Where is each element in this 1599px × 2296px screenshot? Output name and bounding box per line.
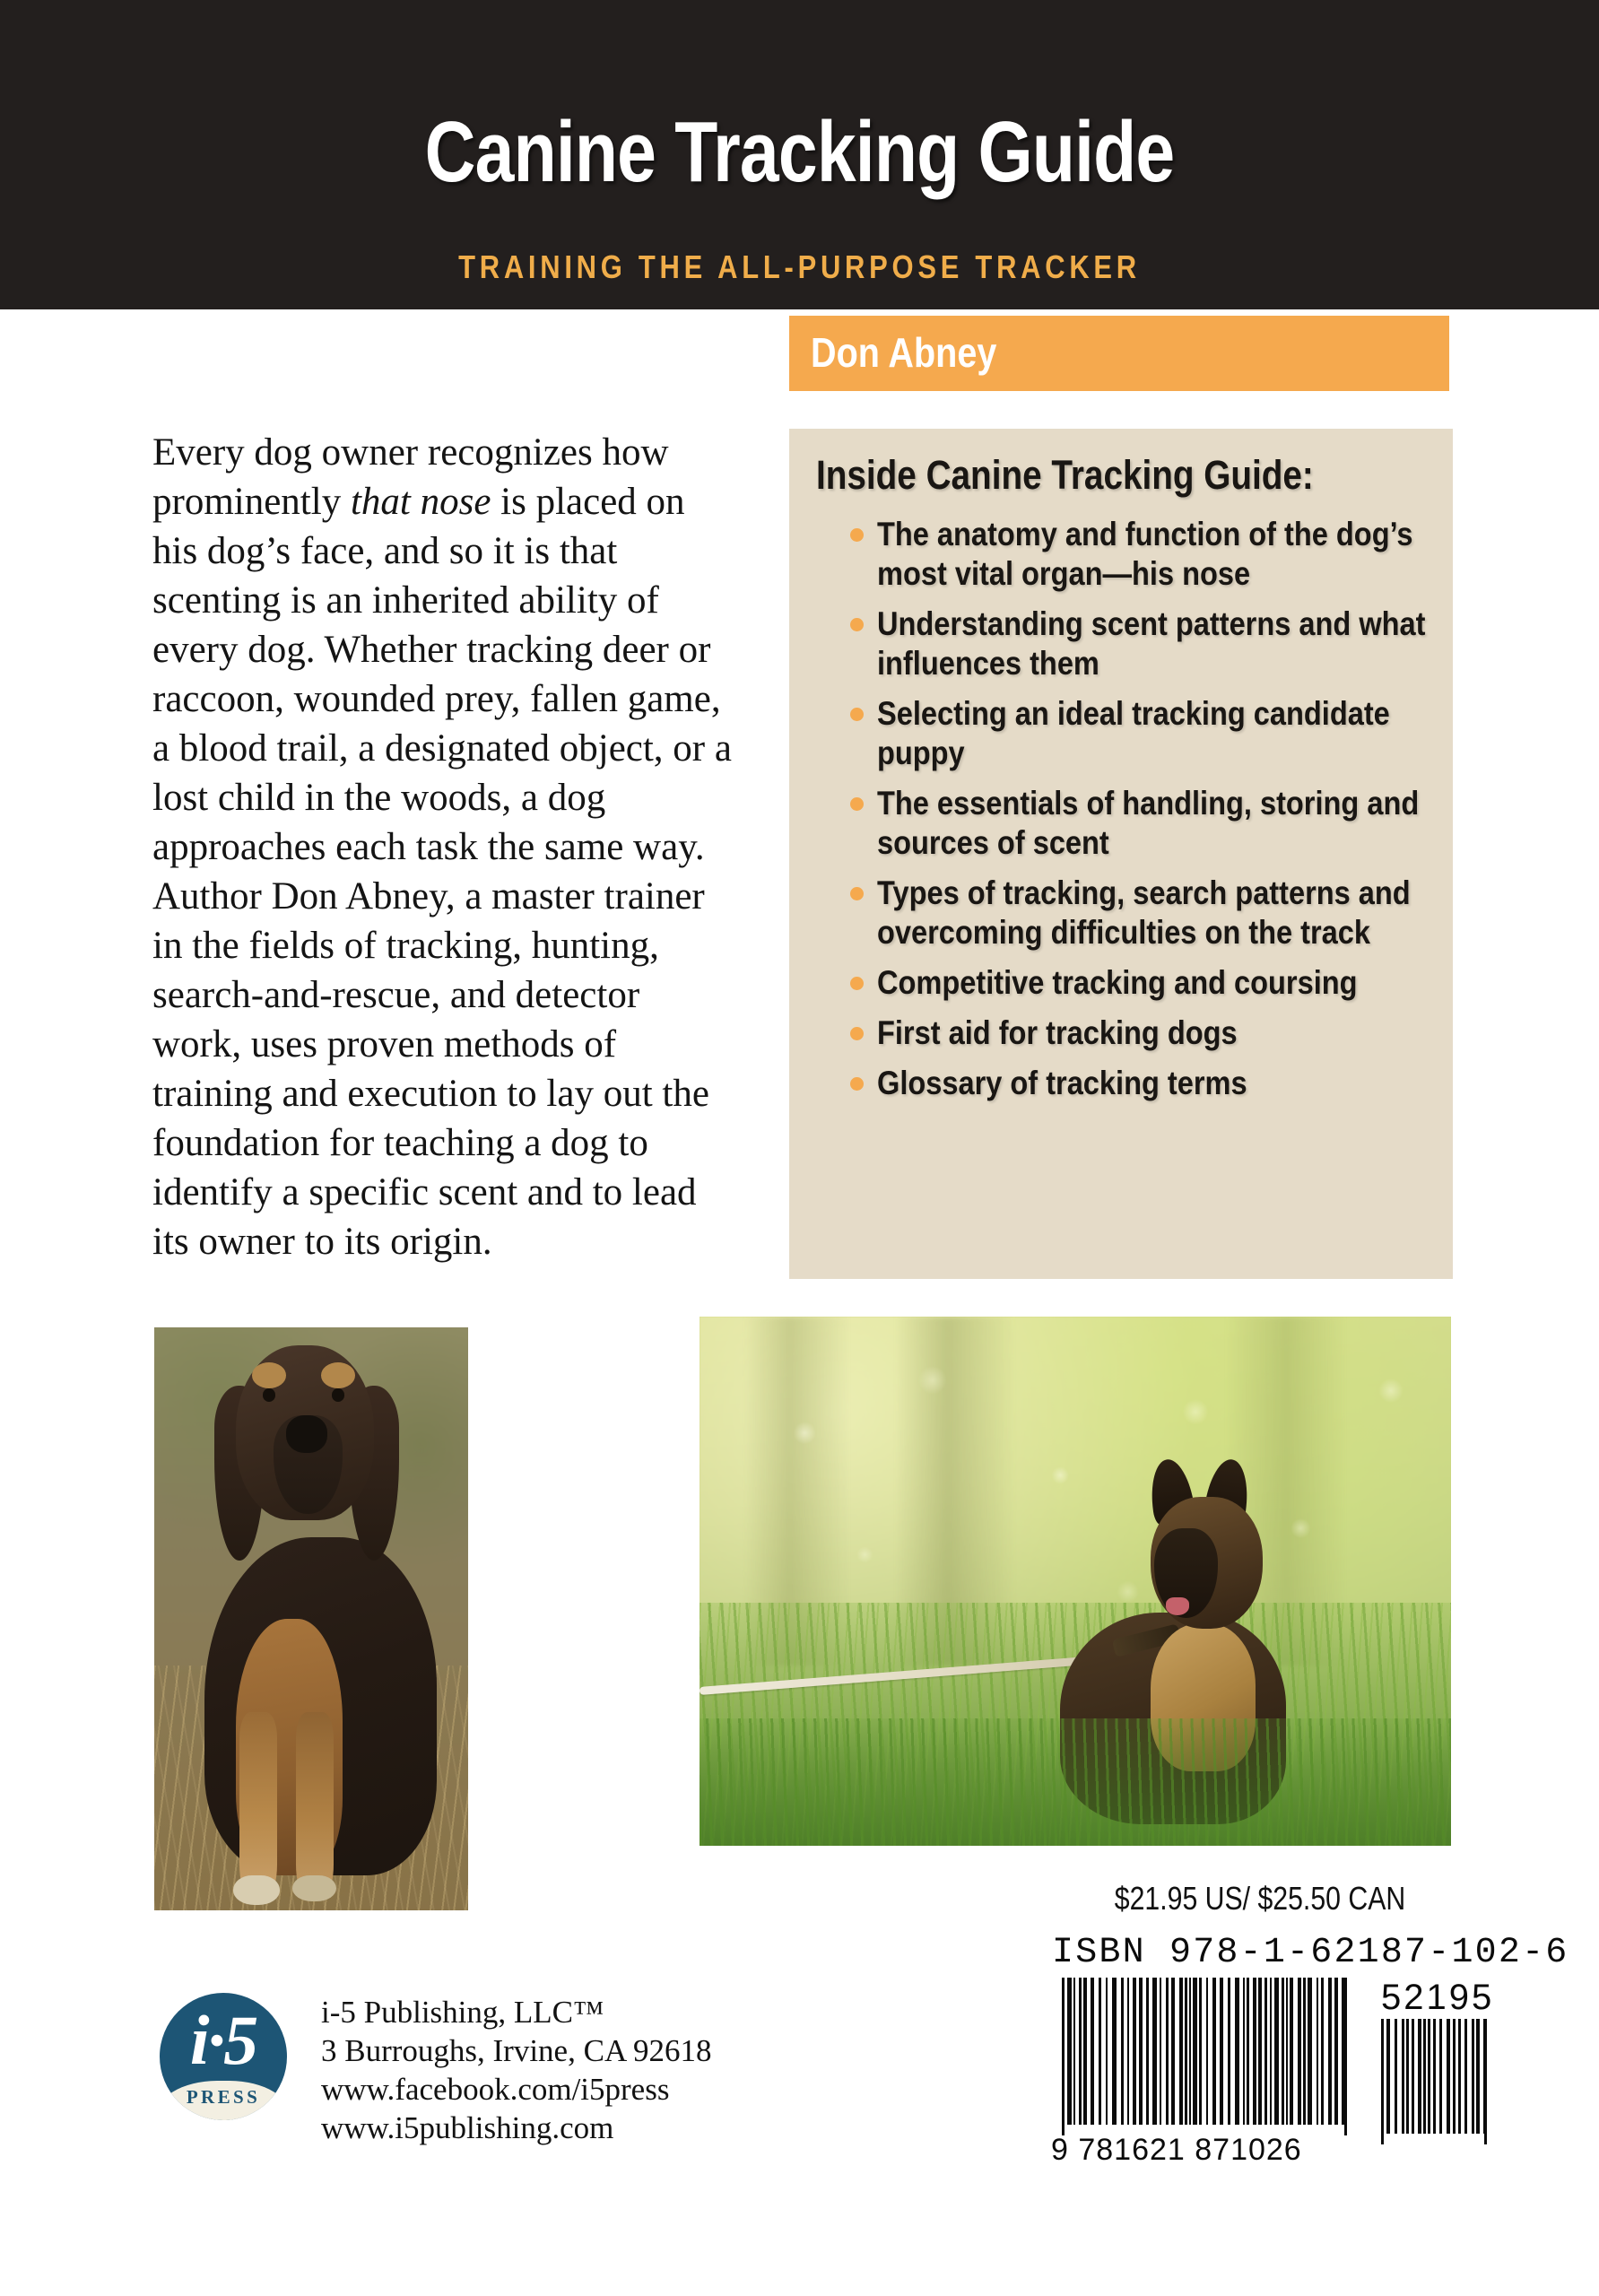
barcode-bar — [1106, 1978, 1108, 2125]
barcode-bar — [1258, 1978, 1262, 2125]
price-text: $21.95 US/ $25.50 CAN — [1114, 1880, 1406, 1917]
barcode-bar — [1139, 1978, 1143, 2125]
barcode-bar — [1112, 1978, 1117, 2125]
list-item — [845, 694, 1437, 773]
dog-brow-right — [321, 1362, 356, 1388]
bullet-dot-icon — [850, 887, 864, 900]
book-subtitle: TRAINING THE ALL-PURPOSE TRACKER — [458, 248, 1141, 285]
list-item — [845, 1013, 1437, 1053]
dog-front-leg-right — [296, 1712, 334, 1893]
list-item — [845, 784, 1437, 863]
list-item-label: The anatomy and function of the dog’s most vital organ—his nose — [877, 516, 1413, 592]
barcode-bar — [1073, 1978, 1075, 2125]
barcode-guard-bar — [1344, 1978, 1347, 2135]
list-item-label: Selecting an ideal tracking candidate puppy — [877, 695, 1390, 771]
german-shepherd-photo — [700, 1317, 1451, 1846]
barcode-bar — [1270, 1978, 1272, 2125]
barcode-bar — [1395, 2019, 1397, 2134]
dog-brow-left — [252, 1362, 287, 1388]
barcode-bar — [1091, 1978, 1094, 2125]
barcode-bar — [1458, 2019, 1461, 2134]
barcode-guard-bar — [1484, 2019, 1487, 2144]
barcode-bar — [1328, 1978, 1332, 2125]
barcode-bar — [1146, 1978, 1149, 2125]
barcode-bar — [1243, 1978, 1245, 2125]
barcode-area — [1051, 1978, 1495, 2184]
barcode-bar — [1308, 1978, 1312, 2125]
contents-heading: Inside Canine Tracking Guide: — [816, 452, 1314, 498]
list-item — [845, 1064, 1437, 1103]
dog-tongue — [1166, 1597, 1190, 1615]
barcode-bar — [1133, 1978, 1136, 2125]
barcode-bar — [1121, 1978, 1124, 2125]
publisher-facebook-url[interactable]: www.facebook.com/i5press — [321, 2072, 670, 2107]
barcode-bar — [1290, 1978, 1293, 2125]
publisher-logo — [160, 1993, 287, 2126]
barcode-addon-digits: 52195 — [1381, 1978, 1495, 2017]
barcode-bar — [1166, 1978, 1169, 2125]
barcode-bar — [1152, 1978, 1157, 2125]
barcode-bar — [1193, 1978, 1197, 2125]
barcode-bar — [1212, 1978, 1216, 2125]
publisher-address: 3 Burroughs, Irvine, CA 92618 — [321, 2033, 712, 2068]
list-item — [845, 963, 1437, 1003]
header-band — [0, 0, 1599, 309]
ean5-addon-barcode — [1381, 2019, 1487, 2135]
barcode-bar — [1067, 1978, 1072, 2125]
barcode-bar — [1321, 1978, 1324, 2125]
barcode-bar — [1282, 1978, 1284, 2125]
list-item — [845, 515, 1437, 594]
barcode-bar — [1423, 2019, 1426, 2134]
description-part-2: is placed on his dog’s face, and so it is that scenting is an inherited ability of every dog. Whether tracking deer or raccoon, wounded prey, fallen game, a blood trail, a designated object, or a lost child in the woods, a dog approaches each task the same way. Author Don Abney, a master trainer in the fields of tracking, hunting, search-and-rescue, and detector work, uses proven methods of training and execution to lay out the foundation for teaching a dog to identify a specific scent and to lead its owner to its origin. — [152, 481, 732, 1263]
dog-paw-right — [292, 1875, 336, 1901]
ean13-barcode — [1062, 1978, 1347, 2135]
list-item-label: Types of tracking, search patterns and overcoming difficulties on the track — [877, 874, 1411, 951]
description-part-1: Every dog owner recognizes how prominently — [152, 431, 669, 523]
book-description — [152, 428, 735, 1266]
barcode-bar — [1253, 1978, 1256, 2125]
description-emphasis: that nose — [350, 481, 491, 523]
barcode-bar — [1334, 1978, 1338, 2125]
bullet-dot-icon — [850, 528, 864, 542]
page-title: Canine Tracking Guide — [424, 104, 1175, 200]
author-bar — [789, 316, 1449, 391]
barcode-bar — [1179, 1978, 1183, 2125]
barcode-bar — [1220, 1978, 1223, 2125]
barcode-bar — [1228, 1978, 1230, 2125]
barcode-bar — [1433, 2019, 1436, 2134]
barcode-bar — [1079, 1978, 1082, 2125]
barcode-guard-bar — [1381, 2019, 1384, 2144]
barcode-bar — [1453, 2019, 1456, 2134]
barcode-bar — [1464, 2019, 1467, 2134]
bullet-dot-icon — [850, 797, 864, 811]
publisher-name: i-5 Publishing, LLC™ — [321, 1995, 604, 2030]
isbn-label: ISBN 978-1-62187-102-6 — [1052, 1933, 1569, 1973]
barcode-bar — [1402, 2019, 1404, 2134]
list-item-label: The essentials of handling, storing and sources of scent — [877, 785, 1420, 861]
barcode-bar — [1160, 1978, 1161, 2125]
barcode-bar — [1127, 1978, 1129, 2125]
dog-paw-left — [233, 1875, 281, 1905]
bullet-dot-icon — [850, 708, 864, 721]
barcode-bar — [1418, 2019, 1421, 2134]
barcode-bar — [1264, 1978, 1267, 2125]
bullet-dot-icon — [850, 1077, 864, 1091]
barcode-bar — [1171, 1978, 1175, 2125]
bullet-dot-icon — [850, 977, 864, 990]
barcode-bar — [1286, 1978, 1288, 2125]
barcode-bar — [1447, 2019, 1450, 2134]
list-item — [845, 874, 1437, 952]
author-name: Don Abney — [811, 329, 997, 376]
inside-contents-panel — [789, 429, 1453, 1279]
dog-nose — [286, 1415, 327, 1453]
barcode-bar — [1439, 2019, 1442, 2134]
barcode-bar — [1317, 1978, 1318, 2125]
barcode-bar — [1298, 1978, 1301, 2125]
barcode-bar — [1428, 2019, 1430, 2134]
bloodhound-dog — [154, 1327, 468, 1910]
logo-i5-mark: i·5 — [189, 2001, 257, 2079]
barcode-bar — [1083, 1978, 1087, 2125]
bullet-dot-icon — [850, 618, 864, 631]
barcode-bar — [1199, 1978, 1202, 2125]
photo-foreground-grass — [700, 1718, 1451, 1846]
list-item-label: First aid for tracking dogs — [877, 1014, 1238, 1051]
list-item-label: Glossary of tracking terms — [877, 1065, 1247, 1101]
barcode-bar — [1185, 1978, 1187, 2125]
barcode-bar — [1412, 2019, 1414, 2134]
contents-list — [845, 515, 1437, 1114]
list-item-label: Competitive tracking and coursing — [877, 964, 1358, 1001]
dog-front-leg-left — [239, 1712, 277, 1893]
logo-press-word: PRESS — [186, 2086, 261, 2108]
barcode-bar — [1386, 2019, 1390, 2134]
publisher-website-url[interactable]: www.i5publishing.com — [321, 2110, 614, 2145]
barcode-bar — [1274, 1978, 1279, 2125]
barcode-bar — [1476, 2019, 1480, 2134]
barcode-bar — [1247, 1978, 1249, 2125]
list-item — [845, 604, 1437, 683]
publisher-info — [321, 1993, 787, 2147]
barcode-human-readable-digits: 9 781621 871026 — [1051, 2133, 1302, 2167]
barcode-bar — [1406, 2019, 1409, 2134]
bloodhound-photo — [154, 1327, 468, 1910]
barcode-bar — [1235, 1978, 1239, 2125]
barcode-bar — [1472, 2019, 1474, 2134]
barcode-guard-bar — [1062, 1978, 1065, 2135]
barcode-bar — [1303, 1978, 1306, 2125]
barcode-bar — [1206, 1978, 1208, 2125]
barcode-bar — [1099, 1978, 1101, 2125]
bullet-dot-icon — [850, 1027, 864, 1040]
list-item-label: Understanding scent patterns and what influences them — [877, 605, 1426, 682]
barcode-bar — [1189, 1978, 1191, 2125]
